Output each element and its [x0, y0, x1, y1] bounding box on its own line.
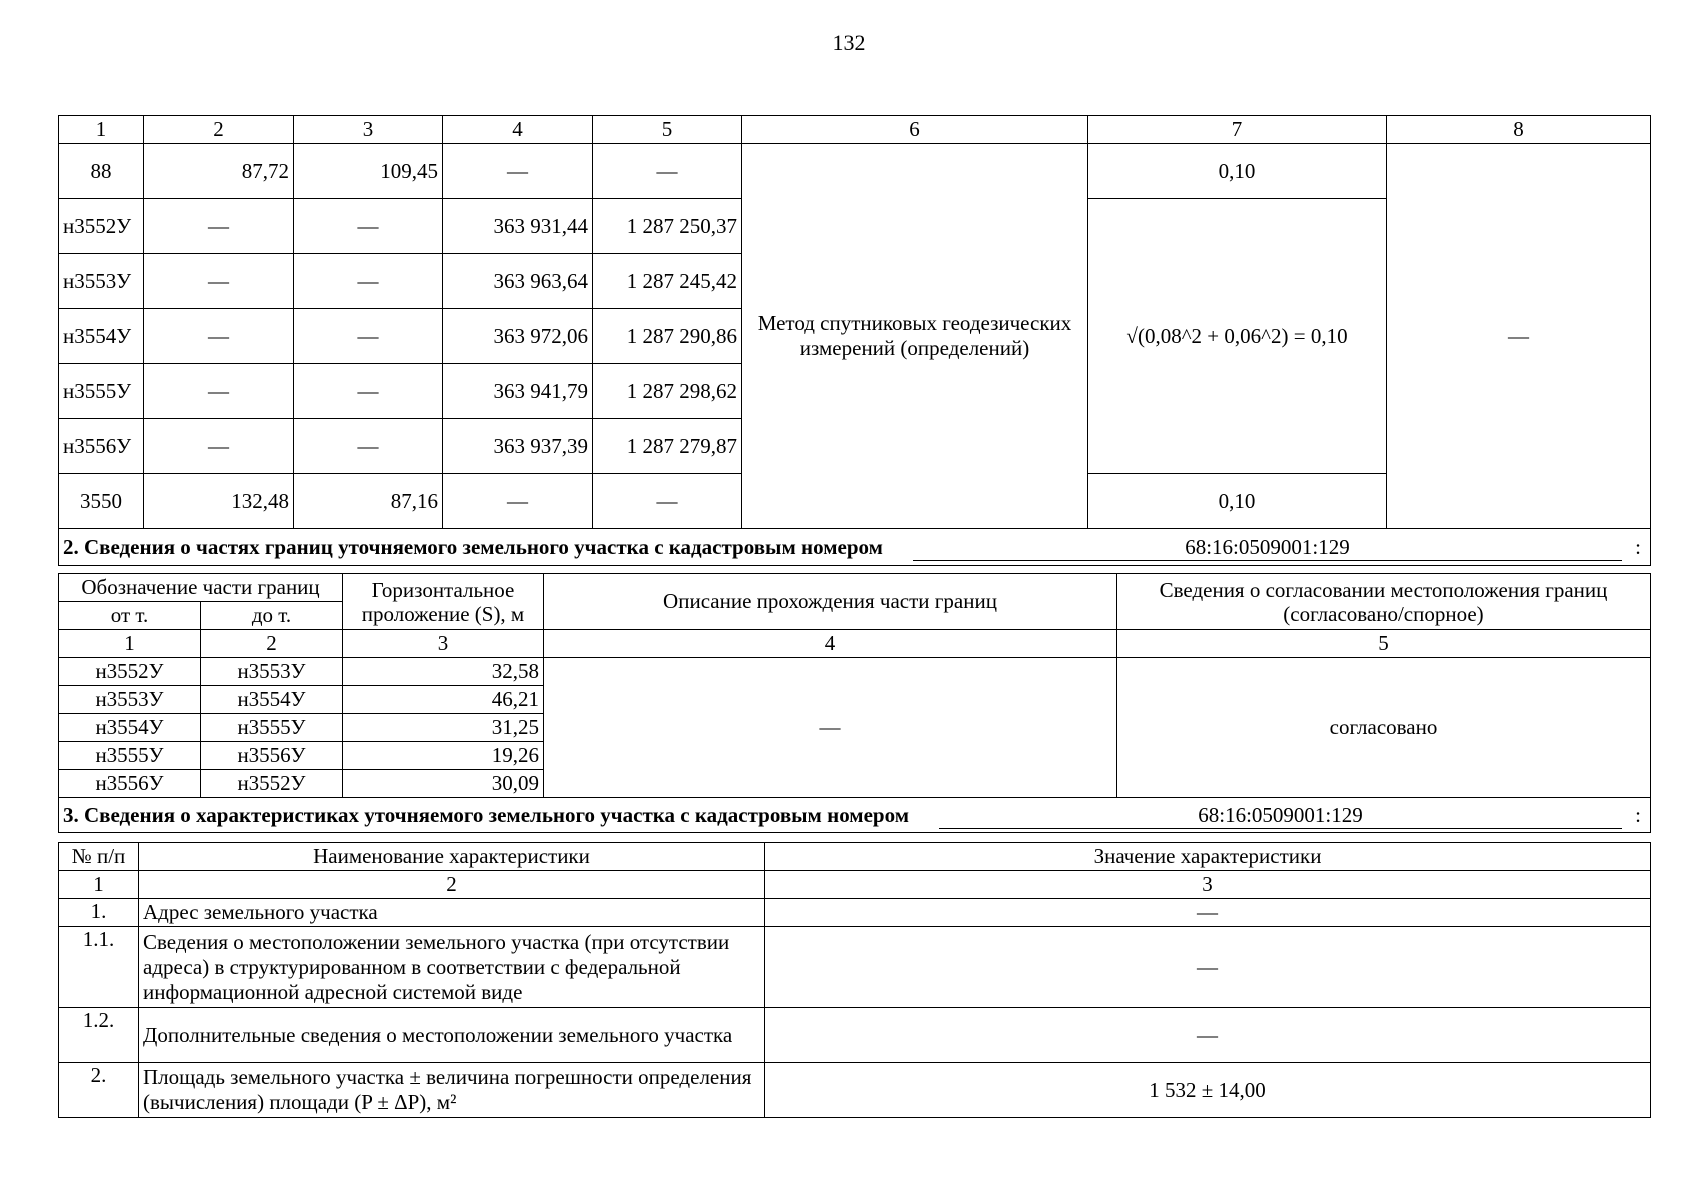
- cell: —: [294, 364, 443, 419]
- table-row: [59, 658, 1651, 686]
- characteristic-value: —: [765, 927, 1651, 1008]
- cell: 1 287 290,86: [593, 309, 742, 364]
- from-point: н3552У: [59, 658, 201, 686]
- horizontal-header: Горизонтальное проложение (S), м: [343, 574, 544, 630]
- characteristic-name: Адрес земельного участка: [139, 899, 765, 927]
- name-header: Наименование характеристики: [139, 843, 765, 871]
- cell: —: [443, 144, 593, 199]
- cell: —: [294, 309, 443, 364]
- boundary-parts-table: [58, 573, 1651, 833]
- characteristic-value: —: [765, 1008, 1651, 1063]
- cell: —: [144, 419, 294, 474]
- num-header: № п/п: [59, 843, 139, 871]
- col-header: 1: [59, 630, 201, 658]
- to-point: н3553У: [201, 658, 343, 686]
- point-name: н3552У: [59, 199, 144, 254]
- col-header: 3: [765, 871, 1651, 899]
- from-point: н3556У: [59, 770, 201, 798]
- header-row: [59, 843, 1651, 871]
- cell: 363 937,39: [443, 419, 593, 474]
- cell: 363 941,79: [443, 364, 593, 419]
- section3-title: [59, 798, 1651, 833]
- cell: —: [294, 254, 443, 309]
- cell: 363 963,64: [443, 254, 593, 309]
- to-point: н3554У: [201, 686, 343, 714]
- cell: —: [593, 474, 742, 529]
- distance: 30,09: [343, 770, 544, 798]
- col-header: 4: [544, 630, 1117, 658]
- to-point: н3555У: [201, 714, 343, 742]
- table-row: [59, 927, 1651, 1008]
- cell: 109,45: [294, 144, 443, 199]
- accuracy-top: 0,10: [1088, 144, 1387, 199]
- section2-colon: :: [1635, 534, 1641, 559]
- cell: 1 287 250,37: [593, 199, 742, 254]
- characteristic-value: —: [765, 899, 1651, 927]
- row-num: 1.1.: [59, 927, 139, 1008]
- section2-title: [59, 529, 1651, 566]
- cell: 1 287 245,42: [593, 254, 742, 309]
- cell: 132,48: [144, 474, 294, 529]
- section3-heading: 3. Сведения о характеристиках уточняемого земельного участка с кадастровым номером: [63, 802, 910, 827]
- col-header: 2: [201, 630, 343, 658]
- header-row: [59, 574, 1651, 602]
- row-num: 1.: [59, 899, 139, 927]
- cell: 363 972,06: [443, 309, 593, 364]
- col-header: 3: [294, 116, 443, 144]
- cell: —: [144, 309, 294, 364]
- cell: —: [443, 474, 593, 529]
- cell: 1 287 279,87: [593, 419, 742, 474]
- section3-title-row: [59, 798, 1651, 833]
- cell: 87,16: [294, 474, 443, 529]
- from-point: н3555У: [59, 742, 201, 770]
- cell: —: [144, 199, 294, 254]
- cell: —: [144, 254, 294, 309]
- table-row: [59, 1063, 1651, 1118]
- table-row: [59, 144, 1651, 199]
- cell: —: [144, 364, 294, 419]
- description-value: —: [544, 658, 1117, 798]
- cell: 1 287 298,62: [593, 364, 742, 419]
- col-header: 8: [1387, 116, 1651, 144]
- col-header: 4: [443, 116, 593, 144]
- point-name: н3554У: [59, 309, 144, 364]
- cell: —: [294, 199, 443, 254]
- accuracy-bottom: 0,10: [1088, 474, 1387, 529]
- distance: 32,58: [343, 658, 544, 686]
- part-designation-header: Обозначение части границ: [59, 574, 343, 602]
- col-header: 1: [59, 871, 139, 899]
- description-header: Описание прохождения части границ: [544, 574, 1117, 630]
- distance: 46,21: [343, 686, 544, 714]
- point-name: н3555У: [59, 364, 144, 419]
- section3-colon: :: [1635, 802, 1641, 827]
- to-header: до т.: [201, 602, 343, 630]
- column-number-row: [59, 630, 1651, 658]
- row-num: 1.2.: [59, 1008, 139, 1063]
- col-header: 5: [593, 116, 742, 144]
- section2-cadastral-number: 68:16:0509001:129: [913, 534, 1622, 561]
- agreement-value: согласовано: [1117, 658, 1651, 798]
- col8-cell: —: [1387, 144, 1651, 529]
- to-point: н3552У: [201, 770, 343, 798]
- point-name: н3553У: [59, 254, 144, 309]
- col-header: 7: [1088, 116, 1387, 144]
- characteristic-name: Дополнительные сведения о местоположении земельного участка: [139, 1008, 765, 1063]
- distance: 31,25: [343, 714, 544, 742]
- page-number: 132: [832, 30, 866, 55]
- col-header: 2: [139, 871, 765, 899]
- cell: —: [593, 144, 742, 199]
- method-cell: Метод спутниковых геодезических измерений (определений): [742, 144, 1088, 529]
- section2-title-row: [59, 529, 1651, 566]
- cell: 87,72: [144, 144, 294, 199]
- agreement-header: Сведения о согласовании местоположения границ (согласовано/спорное): [1117, 574, 1651, 630]
- col-header: 6: [742, 116, 1088, 144]
- coordinates-table: [58, 115, 1651, 566]
- column-number-row: [59, 871, 1651, 899]
- table-row: [59, 1008, 1651, 1063]
- section2-heading: 2. Сведения о частях границ уточняемого земельного участка с кадастровым номером: [63, 534, 883, 559]
- col-header: 2: [144, 116, 294, 144]
- col-header: 5: [1117, 630, 1651, 658]
- characteristic-value: 1 532 ± 14,00: [765, 1063, 1651, 1118]
- to-point: н3556У: [201, 742, 343, 770]
- cell: 363 931,44: [443, 199, 593, 254]
- point-name: 88: [59, 144, 144, 199]
- point-name: 3550: [59, 474, 144, 529]
- col-header: 3: [343, 630, 544, 658]
- distance: 19,26: [343, 742, 544, 770]
- section3-cadastral-number: 68:16:0509001:129: [939, 802, 1622, 829]
- from-point: н3554У: [59, 714, 201, 742]
- col-header: 1: [59, 116, 144, 144]
- value-header: Значение характеристики: [765, 843, 1651, 871]
- from-header: от т.: [59, 602, 201, 630]
- row-num: 2.: [59, 1063, 139, 1118]
- characteristics-table: [58, 842, 1651, 1118]
- accuracy-formula: √(0,08^2 + 0,06^2) = 0,10: [1088, 199, 1387, 474]
- table-row: [59, 899, 1651, 927]
- from-point: н3553У: [59, 686, 201, 714]
- point-name: н3556У: [59, 419, 144, 474]
- cell: —: [294, 419, 443, 474]
- column-number-row: [59, 116, 1651, 144]
- characteristic-name: Площадь земельного участка ± величина погрешности определения (вычисления) площади (P ± ΔP), м²: [139, 1063, 765, 1118]
- characteristic-name: Сведения о местоположении земельного участка (при отсутствии адреса) в структурированном в соответствии с федеральной информационной адресной системой виде: [139, 927, 765, 1008]
